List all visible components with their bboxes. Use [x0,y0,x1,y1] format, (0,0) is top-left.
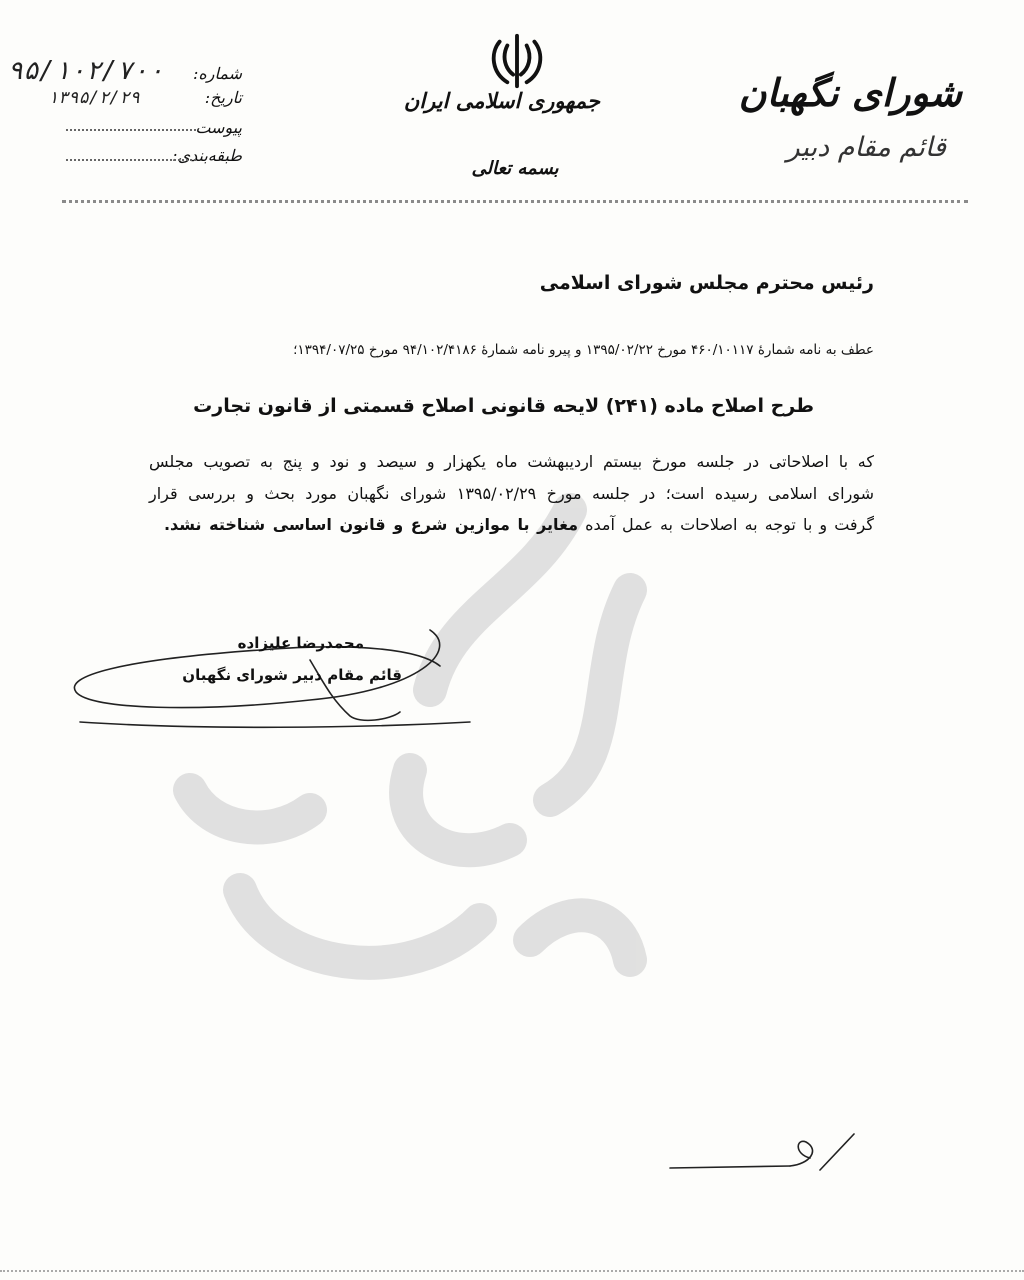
letter-body [149,446,874,541]
body-conclusion: مغایر با موازین شرع و قانون اساسی شناخته نشد. [163,515,578,534]
signer-name: محمدرضا علیزاده [237,634,364,652]
attachment-dotted-line [66,128,196,131]
meta-number [7,56,242,86]
header-divider [62,200,968,203]
attachment-label: پیوست [195,118,242,137]
organization-position: قائم مقام دبیر [786,132,946,163]
classification-dotted-line [66,158,196,161]
recipient: رئیس محترم مجلس شورای اسلامی [539,272,874,294]
number-label: شماره: [192,64,242,83]
number-value: ۹۵/۱۰۲/۷۰۰ [7,56,164,86]
date-value: ۱۳۹۵/۲/۲۹ [47,88,140,108]
bottom-divider [0,1270,1024,1272]
signer-title: قائم مقام دبیر شورای نگهبان [182,666,402,684]
meta-date [48,88,242,108]
classification-label: طبقه‌بندی: [172,146,242,165]
iran-emblem-icon [488,32,546,90]
reference-line: عطف به نامه شمارهٔ ۴۶۰/۱۰۱۱۷ مورخ ۱۳۹۵/۰۲/۲۲ و پیرو نامه شمارهٔ ۹۴/۱۰۲/۴۱۸۶ مورخ ۱۳۹۴/۰۷/۲۵؛ [293,342,874,358]
organization-title: شورای نگهبان [738,70,962,115]
country-name: جمهوری اسلامی ایران [403,88,600,113]
council-watermark-image [150,470,710,1030]
body-text: که با اصلاحاتی در جلسه مورخ بیستم اردیبهشت ماه یکهزار و سیصد و نود و پنج به تصویب مجلس شورای اسلامی رسیده است؛ در جلسه مورخ ۱۳۹۵/۰۲/۲۹ شورای نگهبان مورد بحث و بررسی قرار گرفت و با توجه به اصلاحات به عمل آمده [149,452,875,534]
date-label: تاریخ: [204,88,242,107]
invocation: بسمه تعالی [471,158,559,179]
meta-classification [170,146,242,165]
initial-mark-image [660,1120,860,1180]
letter-subject: طرح اصلاح ماده (۲۴۱) لایحه قانونی اصلاح قسمتی از قانون تجارت [193,395,814,417]
